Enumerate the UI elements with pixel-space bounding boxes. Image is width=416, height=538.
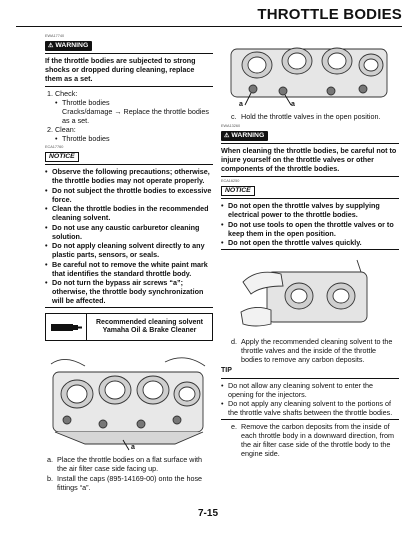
notice-item: • Do not use any caustic carburetor cleaning solution. [45,223,213,241]
substep-d: d. Apply the recommended cleaning solvent to the throttle valves and the inside of the throttle bodies to remove any carbon deposits. [231,337,393,365]
step-1-detail: Cracks/damage → Replace the throttle bodies as a set. [62,107,210,126]
divider [221,176,399,177]
notice-item: • Do not open the throttle valves by supplying electrical power to the throttle bodies. [221,201,399,219]
figure-callout: a [131,444,135,452]
step-2: 2. Clean: [47,125,76,135]
throttle-body-figure-left [45,344,213,454]
figure-callout: a [239,101,243,108]
header-rule [16,26,402,27]
notice-code: ECA17760 [45,145,64,150]
tip-item: • Do not allow any cleaning solvent to enter the opening for the injectors. [221,381,399,399]
warning-code: EWA13260 [221,124,241,128]
left-column [45,34,213,492]
recommended-solvent-text: Recommended cleaning solvent Yamaha Oil & Brake Cleaner [96,319,203,335]
divider [221,249,399,250]
notice-list [45,167,213,305]
divider [221,378,399,379]
notice-item: • Do not turn the bypass air screws “a”; otherwise, the throttle body synchronization will be affected. [45,278,213,305]
spray-can-icon [46,314,87,340]
tip-item: • Do not apply any cleaning solvent to the portions of the throttle valve shafts between the throttle bodies. [221,399,399,417]
divider [221,198,399,199]
divider [221,143,399,144]
recommended-solvent-box [45,313,213,341]
step-1: 1. Check: [47,89,78,99]
substep-e: e. Remove the carbon deposits from the inside of each throttle body in a downward direction, from the air filter case side of the throttle body to the engine side. [231,422,395,459]
step-2-item: • Throttle bodies [55,134,213,143]
page-number: 7-15 [197,507,218,519]
notice-item: • Do not use tools to open the throttle valves or to keep them in the open position. [221,220,399,238]
substep-a: a. Place the throttle bodies on a flat surface with the air filter case side facing up. [47,455,203,474]
warning-label: ⚠ WARNING [45,41,92,52]
divider [45,307,213,308]
warning-triangle-icon: ⚠ [224,132,230,139]
warning-triangle-icon: ⚠ [48,42,54,49]
divider [45,86,213,87]
page-header-title: THROTTLE BODIES [257,6,402,23]
notice-label: NOTICE [45,152,79,162]
warning-label: ⚠ WARNING [221,131,268,142]
divider [45,164,213,165]
divider [45,53,213,54]
throttle-body-figure-hand [237,252,387,336]
notice-item: • Clean the throttle bodies in the recommended cleaning solvent. [45,204,213,222]
divider [221,419,399,420]
notice-item: • Do not apply cleaning solvent directly to any plastic parts, sensors, or seals. [45,241,213,259]
warning-code: EWA17740 [45,34,65,38]
substep-c: c. Hold the throttle valves in the open position. [231,112,381,121]
tip-label: TIP [221,367,232,375]
warning-text: If the throttle bodies are subjected to strong shocks or dropped during cleaning, replace them as a set. [45,56,196,84]
notice-item: • Observe the following precautions; otherwise, the throttle bodies may not operate properly. [45,167,213,185]
right-column [221,34,399,458]
figure-callout: a [291,101,295,108]
notice-list [221,201,399,247]
throttle-body-figure-top [221,31,399,111]
steps [45,89,213,143]
substep-b: b. Install the caps (895-14169-00) onto the hose fittings “a”. [47,474,203,493]
step-1-item: • Throttle bodies [55,98,213,107]
notice-label: NOTICE [221,186,255,196]
notice-item: • Do not subject the throttle bodies to excessive force. [45,186,213,204]
notice-code: ECA16250 [221,179,240,184]
warning-text: When cleaning the throttle bodies, be careful not to injure yourself on the throttle valves or other components of the throttle bodies. [221,146,397,174]
notice-item: • Be careful not to remove the white paint mark that identifies the standard throttle body. [45,260,213,278]
notice-item: • Do not open the throttle valves quickly. [221,238,399,247]
